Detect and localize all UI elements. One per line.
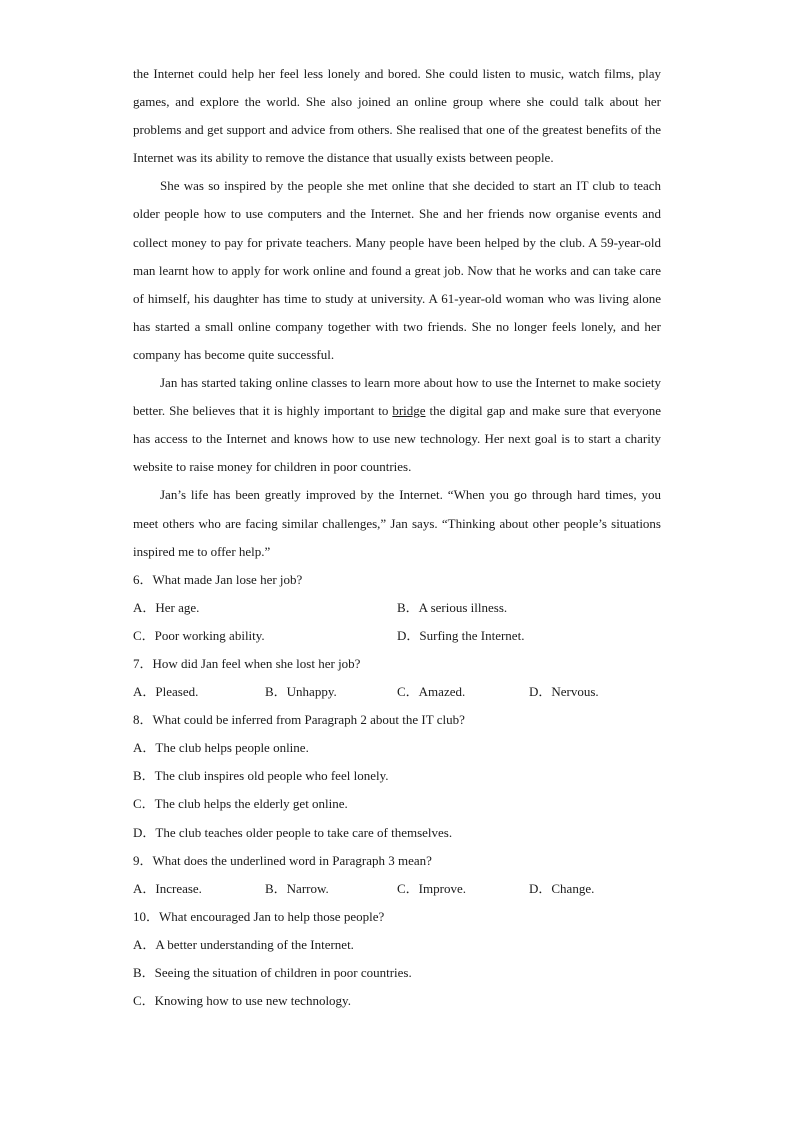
question-8-option-b: B．The club inspires old people who feel lonely.	[133, 768, 389, 784]
question-6-stem: 6．What made Jan lose her job?	[133, 571, 303, 587]
passage-paragraph-1: the Internet could help her feel less lonely and bored. She could listen to music, watch films, play games, and explore the world. She also joined an online group where she could talk about her problems and get support and advice from others. She realised that one of the greatest benefits of the Internet was its ability to remove the distance that usually exists between people.	[133, 66, 661, 166]
question-9-option-c: C．Improve.	[397, 880, 466, 896]
question-9-stem: 9．What does the underlined word in Paragraph 3 mean?	[133, 852, 432, 868]
question-9-options	[133, 875, 661, 903]
paragraph-3-text-before: Jan has started taking online classes to learn more about how to use the Internet to make society better. She believes that it is highly important to	[133, 375, 661, 419]
question-6-option-d: D．Surfing the Internet.	[397, 627, 525, 643]
question-9-option-b: B．Narrow.	[265, 880, 329, 896]
question-7-options	[133, 678, 661, 706]
question-7-option-a: A．Pleased.	[133, 684, 199, 700]
question-10-option-a: A．A better understanding of the Internet.	[133, 936, 354, 952]
question-8-option-c: C．The club helps the elderly get online.	[133, 796, 348, 812]
question-10-stem: 10．What encouraged Jan to help those people?	[133, 908, 385, 924]
question-10-option-b: B．Seeing the situation of children in poor countries.	[133, 965, 412, 980]
question-7-stem: 7．How did Jan feel when she lost her job?	[133, 655, 361, 671]
question-7-option-c: C．Amazed.	[397, 684, 466, 700]
question-8-option-d: D．The club teaches older people to take care of themselves.	[133, 824, 453, 840]
paragraph-3-text-after: the digital gap and make sure that everyone has access to the Internet and knows how to use new technology. Her next goal is to start a charity website to raise money for children in poor countries.	[133, 403, 661, 475]
passage-paragraph-4: Jan’s life has been greatly improved by the Internet. “When you go through hard times, you meet others who are facing similar challenges,” Jan says. “Thinking about other people’s situations inspired me to offer help.”	[133, 487, 661, 559]
question-8-option-a: A．The club helps people online.	[133, 740, 309, 756]
question-7-option-b: B．Unhappy.	[265, 684, 337, 700]
question-6-option-b: B．A serious illness.	[397, 599, 508, 615]
question-6-options-row-1	[133, 594, 661, 622]
question-8-stem: 8．What could be inferred from Paragraph 2 about the IT club?	[133, 712, 465, 728]
question-10-option-c: C．Knowing how to use new technology.	[133, 993, 351, 1009]
question-6-option-c: C．Poor working ability.	[133, 627, 265, 643]
underlined-word-bridge: bridge	[392, 403, 426, 419]
question-9-option-a: A．Increase.	[133, 880, 202, 896]
exam-page	[133, 60, 661, 1015]
passage-paragraph-2: She was so inspired by the people she met online that she decided to start an IT club to teach older people how to use computers and the Internet. She and her friends now organise events and collect money to pay for private teachers. Many people have been helped by the club. A 59-year-old man learnt how to apply for work online and found a great job. Now that he works and can take care of himself, his daughter has time to study at university. A 61-year-old woman who was living alone has started a small online company together with two friends. She no longer feels lonely, and her company has become quite successful.	[133, 178, 661, 362]
question-7-option-d: D．Nervous.	[529, 684, 599, 700]
question-9-option-d: D．Change.	[529, 880, 595, 896]
question-6-options-row-2	[133, 622, 661, 650]
question-6-option-a: A．Her age.	[133, 599, 200, 615]
passage-paragraph-3	[133, 369, 661, 481]
